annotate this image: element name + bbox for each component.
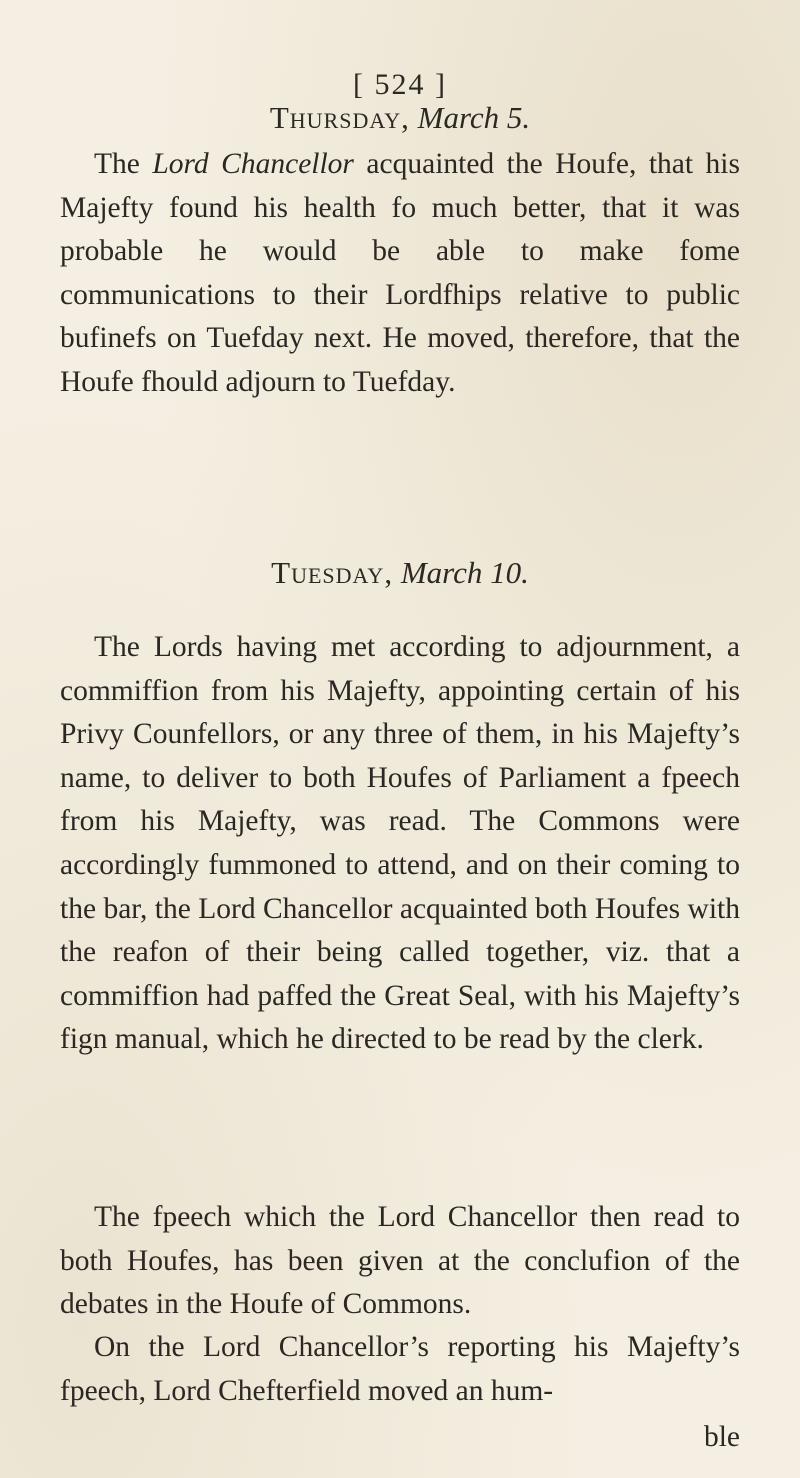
entry-date: March 10.: [400, 555, 529, 590]
paragraph: The fpeech which the Lord Chancellor then read to both Houfes, has been given at the conclufion of the debates in the Houfe of Commons.: [60, 1201, 740, 1321]
paragraph-lead: The: [94, 148, 153, 180]
entry-heading-tuesday: [0, 555, 800, 591]
paragraph: [60, 143, 740, 405]
paragraph-text: acquainted the Houfe, that his Majefty found his health fo much better, that it was probable he would be able to make fome communications to their Lordfhips relative to public bufinefs on Tuefday next. He moved, therefore, that the Houfe fhould adjourn to Tuefday.: [60, 148, 740, 398]
catchword: ble: [703, 1421, 740, 1453]
entry-date: March 5.: [417, 100, 531, 135]
paragraph: The Lords having met according to adjournment, a commiffion from his Majefty, appointing certain of his Privy Counfellors, or any three of them, in his Majefty’s name, to deliver to both Houfes of Parliament a fpeech from his Majefty, was read. The Commons were accordingly fummoned to attend, and on their coming to the bar, the Lord Chancellor acquainted both Houfes with the reafon of their being called together, viz. that a commiffion had paffed the Great Seal, with his Majefty’s fign manual, which he directed to be read by the clerk.: [60, 631, 740, 1056]
paragraph-italic-title: Lord Chancellor: [152, 148, 354, 180]
entry-day: Tuesday,: [271, 555, 394, 590]
paragraph: On the Lord Chancellor’s reporting his Majefty’s fpeech, Lord Chefterfield moved an hum-: [60, 1331, 740, 1407]
entry-day: Thursday,: [269, 100, 410, 135]
entry-heading-thursday: [0, 100, 800, 136]
page-number: [ 524 ]: [353, 68, 447, 101]
